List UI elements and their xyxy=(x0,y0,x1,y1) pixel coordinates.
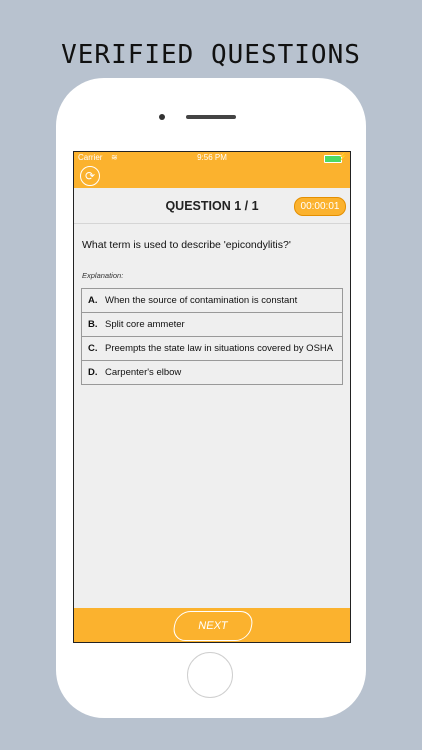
option-text: Carpenter's elbow xyxy=(105,367,182,378)
status-time: 9:56 PM xyxy=(197,153,227,162)
timer-badge: 00:00:01 xyxy=(294,197,346,216)
question-header xyxy=(74,188,350,224)
next-button[interactable]: NEXT xyxy=(171,611,254,641)
app-screen xyxy=(73,151,351,643)
option-letter: B. xyxy=(88,319,98,330)
status-bar xyxy=(74,152,350,164)
phone-frame xyxy=(56,78,366,718)
camera-sensor xyxy=(159,114,165,120)
charging-icon: ⚡ xyxy=(338,152,348,161)
answer-option-c[interactable] xyxy=(82,336,342,360)
answer-option-b[interactable] xyxy=(82,312,342,336)
explanation-label: Explanation: xyxy=(82,271,124,280)
question-text: What term is used to describe 'epicondylitis?' xyxy=(82,239,291,251)
option-text: Preempts the state law in situations covered by OSHA xyxy=(105,343,334,354)
option-text: When the source of contamination is constant xyxy=(105,295,298,306)
option-letter: C. xyxy=(88,343,98,354)
earpiece-speaker xyxy=(186,115,236,119)
carrier-label: Carrier xyxy=(78,153,103,162)
home-button[interactable] xyxy=(187,652,233,698)
answer-options xyxy=(81,288,343,385)
option-letter: D. xyxy=(88,367,98,378)
option-letter: A. xyxy=(88,295,98,306)
option-text: Split core ammeter xyxy=(105,319,185,330)
refresh-icon[interactable]: ⟳ xyxy=(80,166,100,186)
nav-bar xyxy=(74,164,350,188)
banner-title: VERIFIED QUESTIONS xyxy=(61,40,361,70)
wifi-icon: ≋ xyxy=(111,153,118,162)
answer-option-d[interactable] xyxy=(82,360,342,384)
question-counter: QUESTION 1 / 1 xyxy=(165,199,259,213)
answer-option-a[interactable] xyxy=(82,289,342,312)
bottom-bar xyxy=(74,608,350,642)
